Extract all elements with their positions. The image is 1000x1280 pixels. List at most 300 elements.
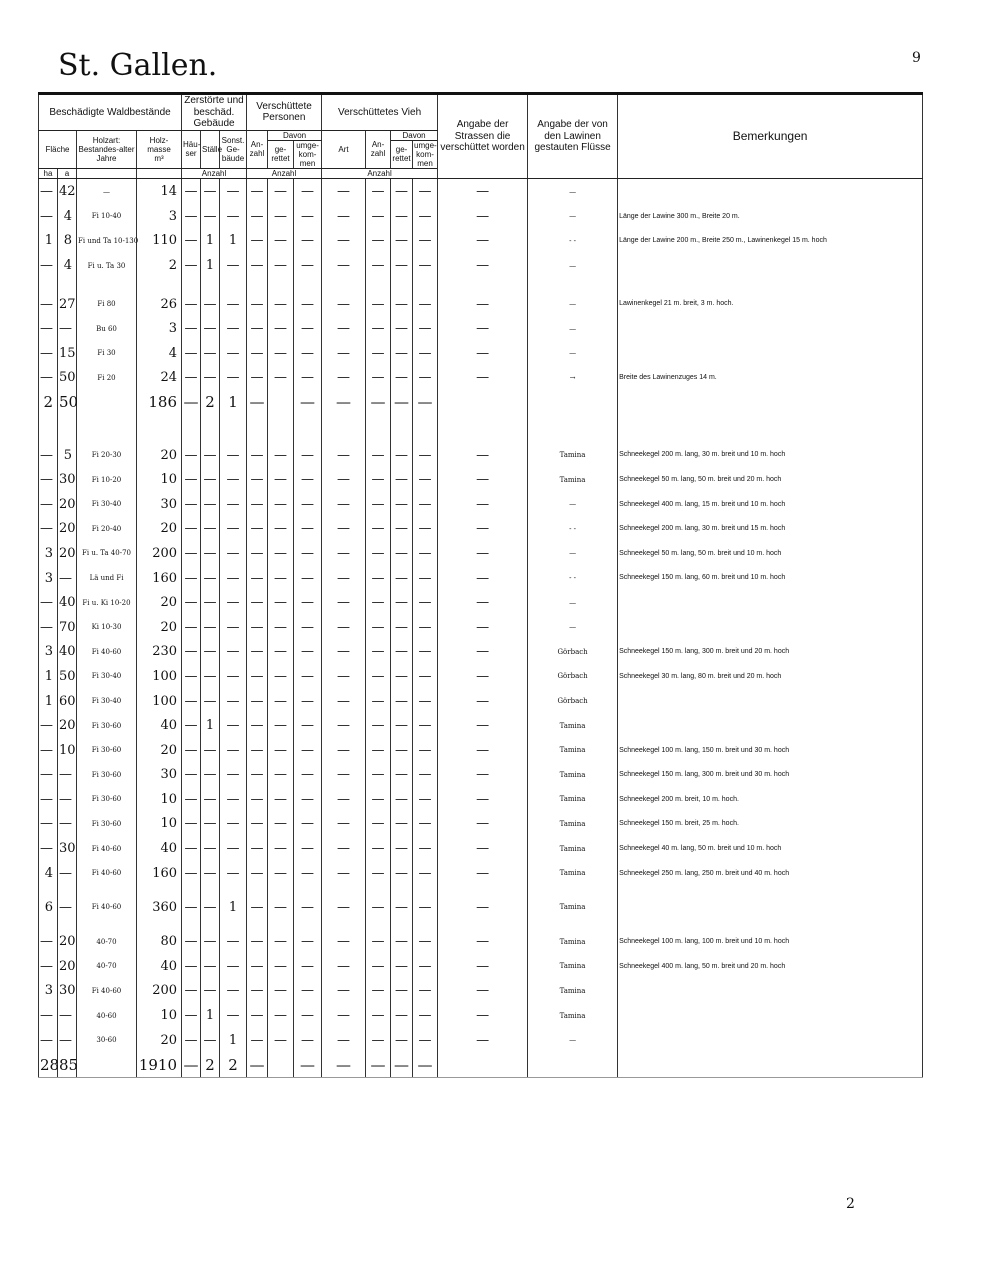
cell-vieh-umgekommen: —: [413, 541, 438, 566]
spacer-cell: [77, 429, 137, 443]
cell-staelle: —: [201, 366, 220, 391]
cell-haeuser: —: [182, 689, 201, 714]
cell-a: 40: [58, 590, 77, 615]
cell-haeuser: —: [182, 341, 201, 366]
cell-vieh-art: —: [322, 292, 366, 317]
spacer-cell: [247, 429, 268, 443]
table-row: [39, 467, 923, 492]
cell-vieh-art: —: [322, 1003, 366, 1028]
cell-bemerkungen: [618, 713, 923, 738]
cell-personen-umgekommen: —: [294, 566, 322, 591]
cell-sonst: —: [220, 763, 247, 788]
cell-personen-umgekommen: —: [294, 787, 322, 812]
table-row: [39, 492, 923, 517]
cell-staelle: —: [201, 885, 220, 929]
cell-vieh-umgekommen: —: [413, 390, 438, 415]
table-row: [39, 292, 923, 317]
cell-vieh-gerettet: —: [391, 812, 413, 837]
spacer-cell: [77, 278, 137, 292]
cell-staelle: —: [201, 812, 220, 837]
cell-vieh-anzahl: —: [366, 590, 391, 615]
cell-personen-umgekommen: —: [294, 861, 322, 886]
cell-vieh-umgekommen: —: [413, 836, 438, 861]
header-strassen: Angabe der Strassen die verschüttet worden: [438, 94, 528, 179]
cell-holzmasse: 200: [137, 979, 182, 1004]
table-row: [39, 954, 923, 979]
cell-strassen: —: [438, 541, 528, 566]
cell-personen-anzahl: —: [247, 590, 268, 615]
cell-vieh-gerettet: —: [391, 517, 413, 542]
cell-sonst: —: [220, 861, 247, 886]
header-holzmasse: Holz-masse m³: [137, 130, 182, 169]
cell-vieh-gerettet: —: [391, 738, 413, 763]
cell-vieh-gerettet: —: [391, 590, 413, 615]
cell-holzart: Fi 10-20: [77, 467, 137, 492]
spacer-cell: [618, 278, 923, 292]
cell-staelle: —: [201, 443, 220, 468]
cell-holzmasse: 20: [137, 590, 182, 615]
cell-a: 85: [58, 1052, 77, 1077]
cell-haeuser: —: [182, 954, 201, 979]
cell-holzart: Fi 10-40: [77, 204, 137, 229]
cell-fluesse: - -: [528, 517, 618, 542]
cell-fluesse: Tamina: [528, 713, 618, 738]
cell-staelle: —: [201, 979, 220, 1004]
spacer-cell: [201, 429, 220, 443]
header-staelle: Ställe: [201, 130, 220, 169]
cell-holzmasse: 200: [137, 541, 182, 566]
cell-ha: —: [39, 954, 58, 979]
cell-holzart: Fi 30-40: [77, 492, 137, 517]
cell-vieh-anzahl: —: [366, 253, 391, 278]
cell-a: 20: [58, 929, 77, 954]
cell-haeuser: —: [182, 885, 201, 929]
spacer-cell: [137, 429, 182, 443]
cell-personen-umgekommen: —: [294, 204, 322, 229]
cell-staelle: 1: [201, 713, 220, 738]
cell-haeuser: —: [182, 517, 201, 542]
cell-vieh-gerettet: —: [391, 664, 413, 689]
cell-strassen: —: [438, 615, 528, 640]
header-holzart: Holzart: Bestandes-alter Jahre: [77, 130, 137, 169]
cell-vieh-anzahl: —: [366, 390, 391, 415]
cell-holzmasse: 186: [137, 390, 182, 415]
cell-vieh-umgekommen: —: [413, 615, 438, 640]
cell-personen-umgekommen: —: [294, 885, 322, 929]
spacer-cell: [366, 415, 391, 429]
cell-ha: —: [39, 929, 58, 954]
header-fluesse: Angabe der von den Lawinen gestauten Flüsse: [528, 94, 618, 179]
cell-fluesse: —: [528, 292, 618, 317]
table-row: [39, 443, 923, 468]
cell-vieh-gerettet: —: [391, 204, 413, 229]
cell-vieh-umgekommen: —: [413, 1052, 438, 1077]
table-row: [39, 812, 923, 837]
cell-staelle: —: [201, 640, 220, 665]
table-row: [39, 763, 923, 788]
cell-personen-anzahl: —: [247, 664, 268, 689]
cell-strassen: —: [438, 492, 528, 517]
cell-bemerkungen: Schneekegel 40 m. lang, 50 m. breit und 10 m. hoch: [618, 836, 923, 861]
cell-vieh-art: —: [322, 179, 366, 204]
cell-staelle: 1: [201, 253, 220, 278]
cell-a: 27: [58, 292, 77, 317]
spacer-cell: [247, 415, 268, 429]
cell-personen-anzahl: —: [247, 204, 268, 229]
header-personen-umgekommen: umge-kom-men: [294, 140, 322, 169]
spacer-cell: [220, 429, 247, 443]
spacer-cell: [39, 278, 58, 292]
cell-personen-gerettet: [268, 390, 294, 415]
table-row: [39, 689, 923, 714]
cell-vieh-anzahl: —: [366, 179, 391, 204]
cell-fluesse: [528, 1052, 618, 1077]
cell-strassen: —: [438, 787, 528, 812]
cell-vieh-gerettet: —: [391, 1052, 413, 1077]
cell-personen-gerettet: [268, 1052, 294, 1077]
cell-staelle: —: [201, 517, 220, 542]
cell-personen-umgekommen: —: [294, 517, 322, 542]
cell-holzart: Fi 30: [77, 341, 137, 366]
cell-personen-umgekommen: —: [294, 1052, 322, 1077]
table-row: [39, 861, 923, 886]
cell-staelle: —: [201, 787, 220, 812]
cell-vieh-umgekommen: —: [413, 954, 438, 979]
cell-personen-anzahl: —: [247, 713, 268, 738]
cell-a: 15: [58, 341, 77, 366]
cell-vieh-art: —: [322, 1052, 366, 1077]
cell-vieh-anzahl: —: [366, 812, 391, 837]
cell-personen-anzahl: —: [247, 1028, 268, 1053]
cell-personen-anzahl: —: [247, 1052, 268, 1077]
cell-ha: —: [39, 253, 58, 278]
header-sonst: Sonst. Ge-bäude: [220, 130, 247, 169]
cell-vieh-umgekommen: —: [413, 713, 438, 738]
cell-sonst: 1: [220, 885, 247, 929]
cell-a: —: [58, 812, 77, 837]
cell-personen-anzahl: —: [247, 390, 268, 415]
cell-vieh-gerettet: —: [391, 836, 413, 861]
cell-staelle: —: [201, 738, 220, 763]
cell-bemerkungen: Schneekegel 30 m. lang, 80 m. breit und 20 m. hoch: [618, 664, 923, 689]
cell-vieh-umgekommen: —: [413, 979, 438, 1004]
cell-personen-umgekommen: —: [294, 492, 322, 517]
cell-vieh-art: —: [322, 390, 366, 415]
cell-holzmasse: 10: [137, 1003, 182, 1028]
cell-vieh-art: —: [322, 787, 366, 812]
cell-haeuser: —: [182, 763, 201, 788]
cell-fluesse: - -: [528, 229, 618, 254]
cell-staelle: —: [201, 615, 220, 640]
cell-holzart: Fi 30-60: [77, 713, 137, 738]
cell-sonst: —: [220, 664, 247, 689]
cell-fluesse: Görbach: [528, 640, 618, 665]
cell-vieh-umgekommen: —: [413, 467, 438, 492]
table-row: [39, 713, 923, 738]
cell-holzart: Lä und Fi: [77, 566, 137, 591]
cell-vieh-umgekommen: —: [413, 929, 438, 954]
cell-a: —: [58, 885, 77, 929]
spacer-cell: [322, 278, 366, 292]
table-row: [39, 885, 923, 929]
cell-vieh-art: —: [322, 517, 366, 542]
cell-holzart: Fi 30-60: [77, 763, 137, 788]
cell-strassen: —: [438, 204, 528, 229]
cell-haeuser: —: [182, 979, 201, 1004]
table-row: [39, 836, 923, 861]
spacer-cell: [220, 415, 247, 429]
cell-vieh-gerettet: —: [391, 640, 413, 665]
spacer-cell: [438, 278, 528, 292]
cell-haeuser: —: [182, 738, 201, 763]
cell-holzart: 40-70: [77, 954, 137, 979]
cell-a: 20: [58, 492, 77, 517]
cell-strassen: —: [438, 467, 528, 492]
cell-vieh-anzahl: —: [366, 763, 391, 788]
cell-staelle: —: [201, 836, 220, 861]
cell-holzart: —: [77, 179, 137, 204]
cell-vieh-umgekommen: —: [413, 1003, 438, 1028]
cell-fluesse: Tamina: [528, 929, 618, 954]
cell-vieh-art: —: [322, 492, 366, 517]
cell-a: 20: [58, 713, 77, 738]
spacer-cell: [528, 429, 618, 443]
cell-staelle: —: [201, 861, 220, 886]
cell-personen-umgekommen: —: [294, 1003, 322, 1028]
cell-personen-umgekommen: —: [294, 590, 322, 615]
spacer-cell: [268, 415, 294, 429]
cell-a: 5: [58, 443, 77, 468]
header-bemerkungen: Bemerkungen: [618, 94, 923, 179]
cell-fluesse: —: [528, 341, 618, 366]
cell-ha: —: [39, 836, 58, 861]
cell-vieh-art: —: [322, 689, 366, 714]
cell-bemerkungen: Länge der Lawine 200 m., Breite 250 m., Lawinenkegel 15 m. hoch: [618, 229, 923, 254]
cell-strassen: —: [438, 1003, 528, 1028]
cell-vieh-anzahl: —: [366, 861, 391, 886]
cell-a: —: [58, 763, 77, 788]
cell-strassen: —: [438, 979, 528, 1004]
cell-bemerkungen: [618, 390, 923, 415]
cell-sonst: —: [220, 517, 247, 542]
table-row: [39, 541, 923, 566]
cell-vieh-umgekommen: —: [413, 229, 438, 254]
cell-a: 30: [58, 836, 77, 861]
cell-bemerkungen: [618, 885, 923, 929]
cell-vieh-art: —: [322, 664, 366, 689]
cell-bemerkungen: Schneekegel 50 m. lang, 50 m. breit und 10 m. hoch: [618, 541, 923, 566]
cell-vieh-umgekommen: —: [413, 316, 438, 341]
cell-sonst: —: [220, 443, 247, 468]
cell-a: 50: [58, 664, 77, 689]
cell-bemerkungen: [618, 590, 923, 615]
cell-bemerkungen: Schneekegel 150 m. lang, 60 m. breit und 10 m. hoch: [618, 566, 923, 591]
cell-sonst: 2: [220, 1052, 247, 1077]
cell-ha: —: [39, 204, 58, 229]
cell-vieh-anzahl: —: [366, 229, 391, 254]
cell-vieh-umgekommen: —: [413, 204, 438, 229]
cell-holzart: 30-60: [77, 1028, 137, 1053]
cell-vieh-gerettet: —: [391, 292, 413, 317]
header-ha: ha: [39, 169, 58, 179]
cell-personen-umgekommen: —: [294, 541, 322, 566]
cell-personen-gerettet: —: [268, 229, 294, 254]
cell-strassen: —: [438, 517, 528, 542]
cell-personen-umgekommen: —: [294, 738, 322, 763]
cell-vieh-anzahl: —: [366, 929, 391, 954]
cell-bemerkungen: [618, 1052, 923, 1077]
cell-strassen: —: [438, 689, 528, 714]
cell-vieh-anzahl: —: [366, 664, 391, 689]
cell-sonst: 1: [220, 229, 247, 254]
cell-personen-anzahl: —: [247, 640, 268, 665]
cell-a: 8: [58, 229, 77, 254]
cell-vieh-umgekommen: —: [413, 517, 438, 542]
cell-fluesse: —: [528, 316, 618, 341]
cell-holzmasse: 26: [137, 292, 182, 317]
cell-vieh-art: —: [322, 836, 366, 861]
cell-haeuser: —: [182, 836, 201, 861]
cell-strassen: —: [438, 590, 528, 615]
cell-vieh-art: —: [322, 763, 366, 788]
cell-personen-gerettet: —: [268, 1003, 294, 1028]
cell-personen-umgekommen: —: [294, 640, 322, 665]
cell-personen-gerettet: —: [268, 492, 294, 517]
cell-strassen: —: [438, 713, 528, 738]
header-personen-davon: Davon: [268, 130, 322, 140]
cell-a: 20: [58, 954, 77, 979]
cell-bemerkungen: [618, 1028, 923, 1053]
cell-vieh-gerettet: —: [391, 929, 413, 954]
cell-staelle: 2: [201, 1052, 220, 1077]
cell-haeuser: —: [182, 787, 201, 812]
cell-a: 30: [58, 979, 77, 1004]
spacer-cell: [618, 429, 923, 443]
cell-sonst: —: [220, 812, 247, 837]
cell-ha: 3: [39, 566, 58, 591]
cell-holzart: Fi 40-60: [77, 640, 137, 665]
cell-haeuser: —: [182, 713, 201, 738]
cell-personen-umgekommen: —: [294, 929, 322, 954]
cell-haeuser: —: [182, 541, 201, 566]
table-row: [39, 390, 923, 415]
cell-staelle: —: [201, 179, 220, 204]
cell-sonst: —: [220, 954, 247, 979]
cell-personen-anzahl: —: [247, 366, 268, 391]
cell-ha: —: [39, 179, 58, 204]
cell-personen-umgekommen: —: [294, 615, 322, 640]
cell-fluesse: —: [528, 1028, 618, 1053]
cell-personen-umgekommen: —: [294, 229, 322, 254]
cell-sonst: —: [220, 341, 247, 366]
cell-vieh-gerettet: —: [391, 541, 413, 566]
cell-holzmasse: 360: [137, 885, 182, 929]
cell-holzmasse: 4: [137, 341, 182, 366]
cell-vieh-gerettet: —: [391, 341, 413, 366]
cell-sonst: —: [220, 566, 247, 591]
cell-personen-anzahl: —: [247, 615, 268, 640]
cell-vieh-umgekommen: —: [413, 590, 438, 615]
cell-a: 50: [58, 366, 77, 391]
cell-vieh-umgekommen: —: [413, 366, 438, 391]
cell-fluesse: —: [528, 204, 618, 229]
cell-holzmasse: 20: [137, 738, 182, 763]
cell-personen-gerettet: —: [268, 836, 294, 861]
cell-vieh-anzahl: —: [366, 566, 391, 591]
spacer-cell: [413, 278, 438, 292]
table-row: [39, 590, 923, 615]
avalanche-damage-table: [38, 92, 923, 1078]
table-row: [39, 738, 923, 763]
cell-a: 4: [58, 204, 77, 229]
cell-fluesse: Görbach: [528, 664, 618, 689]
cell-personen-anzahl: —: [247, 738, 268, 763]
cell-ha: —: [39, 590, 58, 615]
table-row: [39, 640, 923, 665]
header-personen-anzahl: An-zahl: [247, 130, 268, 169]
cell-vieh-art: —: [322, 738, 366, 763]
cell-vieh-art: —: [322, 812, 366, 837]
cell-ha: 4: [39, 861, 58, 886]
cell-strassen: —: [438, 861, 528, 886]
cell-a: 70: [58, 615, 77, 640]
cell-strassen: —: [438, 316, 528, 341]
cell-vieh-anzahl: —: [366, 885, 391, 929]
cell-vieh-anzahl: —: [366, 316, 391, 341]
cell-personen-umgekommen: —: [294, 713, 322, 738]
cell-staelle: —: [201, 664, 220, 689]
spacer-cell: [528, 415, 618, 429]
cell-strassen: —: [438, 292, 528, 317]
cell-ha: —: [39, 292, 58, 317]
cell-vieh-umgekommen: —: [413, 689, 438, 714]
cell-sonst: —: [220, 492, 247, 517]
cell-vieh-art: —: [322, 366, 366, 391]
cell-sonst: —: [220, 689, 247, 714]
spacer-cell: [413, 429, 438, 443]
cell-fluesse: →: [528, 366, 618, 391]
cell-vieh-gerettet: —: [391, 566, 413, 591]
cell-personen-gerettet: —: [268, 861, 294, 886]
cell-vieh-art: —: [322, 885, 366, 929]
cell-personen-umgekommen: —: [294, 812, 322, 837]
cell-staelle: —: [201, 492, 220, 517]
cell-holzart: Fi 80: [77, 292, 137, 317]
cell-personen-anzahl: —: [247, 541, 268, 566]
cell-holzmasse: 30: [137, 763, 182, 788]
cell-vieh-art: —: [322, 341, 366, 366]
cell-staelle: —: [201, 566, 220, 591]
spacer-cell: [182, 429, 201, 443]
cell-vieh-gerettet: —: [391, 229, 413, 254]
cell-haeuser: —: [182, 253, 201, 278]
cell-a: —: [58, 787, 77, 812]
cell-personen-anzahl: —: [247, 517, 268, 542]
cell-ha: —: [39, 443, 58, 468]
cell-haeuser: —: [182, 590, 201, 615]
cell-personen-anzahl: —: [247, 179, 268, 204]
cell-personen-umgekommen: —: [294, 954, 322, 979]
cell-strassen: —: [438, 812, 528, 837]
cell-holzart: Bu 60: [77, 316, 137, 341]
cell-personen-anzahl: —: [247, 861, 268, 886]
cell-haeuser: —: [182, 861, 201, 886]
cell-holzmasse: 80: [137, 929, 182, 954]
cell-bemerkungen: Schneekegel 200 m. lang, 30 m. breit und 15 m. hoch: [618, 517, 923, 542]
cell-vieh-gerettet: —: [391, 861, 413, 886]
cell-ha: 3: [39, 541, 58, 566]
cell-strassen: —: [438, 929, 528, 954]
